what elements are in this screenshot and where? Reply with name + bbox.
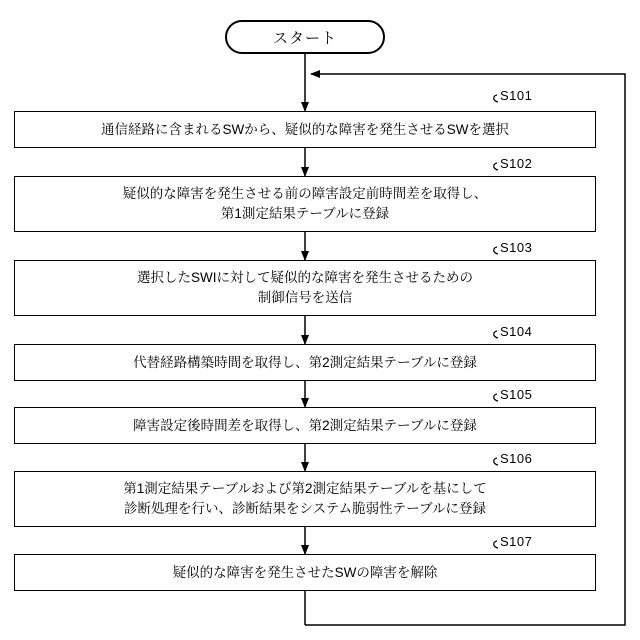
process-box-s106 [14, 471, 596, 527]
step-label-s101: S101 [500, 88, 533, 103]
step-label-s107: S107 [500, 534, 533, 549]
process-box-s107 [14, 554, 596, 591]
process-box-s105-text: 障害設定後時間差を取得し、第2測定結果テーブルに登録 [133, 417, 477, 433]
process-box-s102 [14, 176, 596, 232]
process-box-s101-text: 通信経路に含まれるSWから、疑似的な障害を発生させるSWを選択 [101, 121, 509, 137]
start-node-label: スタート [272, 29, 337, 47]
step-label-s106: S106 [500, 451, 533, 466]
step-label-s104: S104 [500, 324, 533, 339]
start-node [225, 20, 385, 54]
step-label-s103: S103 [500, 240, 533, 255]
process-box-s104-text: 代替経路構築時間を取得し、第2測定結果テーブルに登録 [133, 354, 477, 370]
process-box-s102-text: 疑似的な障害を発生させる前の障害設定前時間差を取得し、 第1測定結果テーブルに登録 [122, 186, 488, 221]
process-box-s103 [14, 260, 596, 316]
process-box-s104 [14, 344, 596, 381]
process-box-s107-text: 疑似的な障害を発生させたSWの障害を解除 [172, 564, 438, 580]
process-box-s105 [14, 407, 596, 444]
process-box-s106-text: 第1測定結果テーブルおよび第2測定結果テーブルを基にして 診断処理を行い、診断結果をシステム脆弱性テーブルに登録 [123, 481, 487, 516]
process-box-s103-text: 選択したSWIに対して疑似的な障害を発生させるための 制御信号を送信 [137, 270, 473, 305]
process-box-s101 [14, 111, 596, 148]
step-label-s102: S102 [500, 156, 533, 171]
step-label-s105: S105 [500, 387, 533, 402]
